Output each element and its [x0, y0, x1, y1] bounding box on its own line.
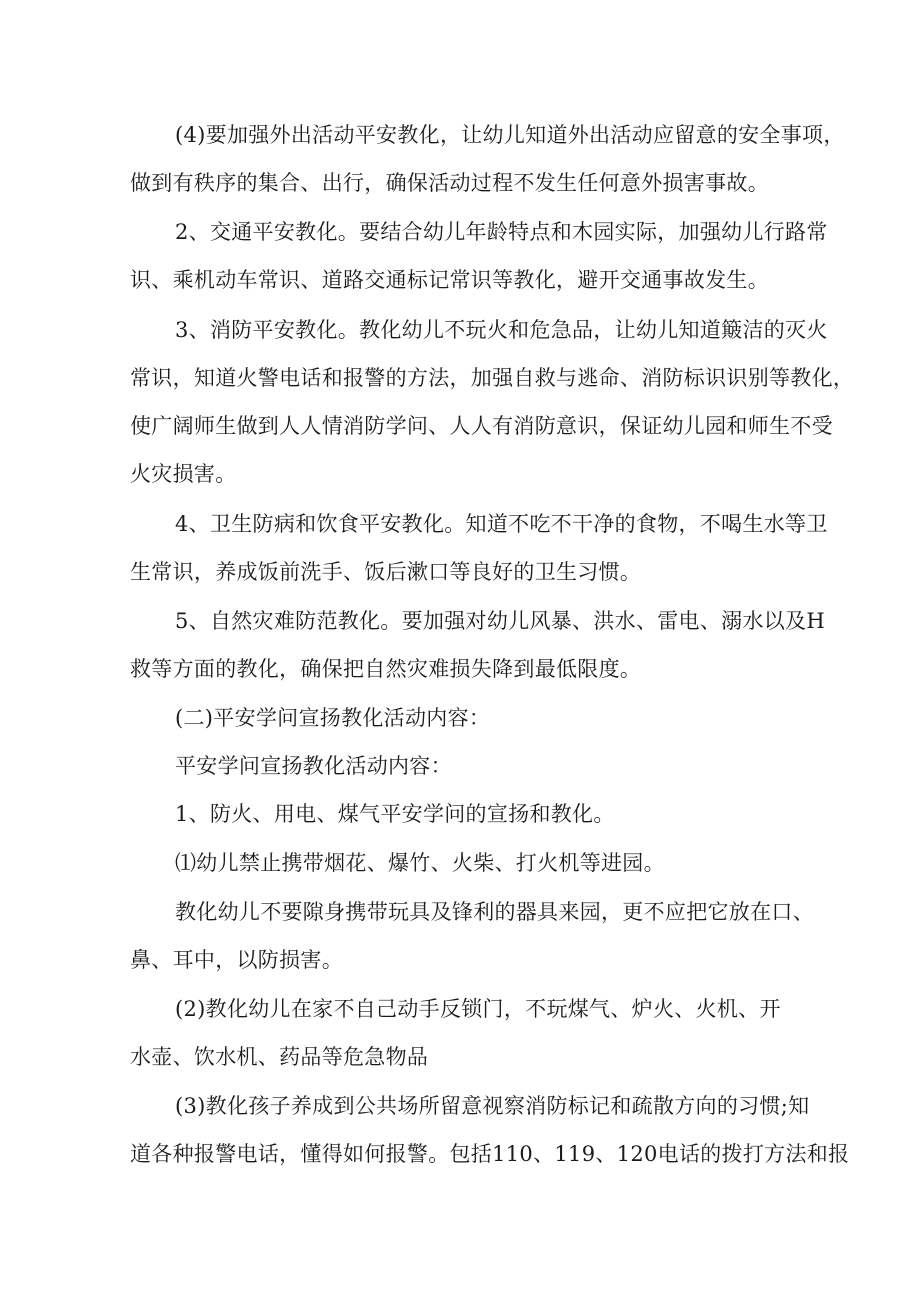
paragraph-line: 做到有秩序的集合、出行，确保活动过程不发生任何意外损害事故。: [130, 171, 769, 195]
paragraph-line: 火灾损害。: [130, 462, 237, 486]
section-heading: (二)平安学问宣扬教化活动内容：: [175, 706, 491, 730]
paragraph-line: 4、卫生防病和饮食平安教化。知道不吃不干净的食物，不喝生水等卫: [175, 512, 828, 536]
paragraph-line: 道各种报警电话，懂得如何报警。包括110、119、120电话的拨打方法和报: [130, 1142, 850, 1166]
paragraph-line: ⑴幼儿禁止携带烟花、爆竹、火柴、打火机等进园。: [175, 851, 665, 875]
paragraph-line: 救等方面的教化，确保把自然灾难损失降到最低限度。: [130, 657, 642, 681]
paragraph-line: (3)教化孩子养成到公共场所留意视察消防标记和疏散方向的习惯;知: [175, 1094, 810, 1118]
paragraph-line: 鼻、耳中，以防损害。: [130, 948, 343, 972]
paragraph-line: 平安学问宣扬教化活动内容：: [175, 754, 452, 778]
paragraph-line: 使广阔师生做到人人情消防学问、人人有消防意识，保证幼儿园和师生不受: [130, 414, 833, 438]
paragraph-line: 识、乘机动车常识、道路交通标记常识等教化，避开交通事故发生。: [130, 268, 769, 292]
paragraph-line: 水壶、饮水机、药品等危急物品: [130, 1045, 429, 1069]
paragraph-line: 3、消防平安教化。教化幼儿不玩火和危急品，让幼儿知道簸洁的灭火: [175, 318, 828, 342]
paragraph-line: 生常识，养成饭前洗手、饭后漱口等良好的卫生习惯。: [130, 560, 642, 584]
paragraph-line: 教化幼儿不要隙身携带玩具及锋利的器具来园，更不应把它放在口、: [175, 900, 814, 924]
paragraph-line: (2)教化幼儿在家不自己动手反锁门，不玩煤气、炉火、火机、开: [175, 997, 781, 1021]
paragraph-line: (4)要加强外出活动平安教化，让幼儿知道外出活动应留意的安全事项，: [175, 123, 845, 147]
paragraph-line: 1、防火、用电、煤气平安学问的宣扬和教化。: [175, 802, 615, 826]
paragraph-line: 2、交通平安教化。要结合幼儿年龄特点和木园实际，加强幼儿行路常: [175, 220, 828, 244]
paragraph-line: 5、自然灾难防范教化。要加强对幼儿风暴、洪水、雷电、溺水以及H: [175, 609, 825, 633]
paragraph-line: 常识，知道火警电话和报警的方法，加强自救与逃命、消防标识识别等教化，: [130, 366, 855, 390]
